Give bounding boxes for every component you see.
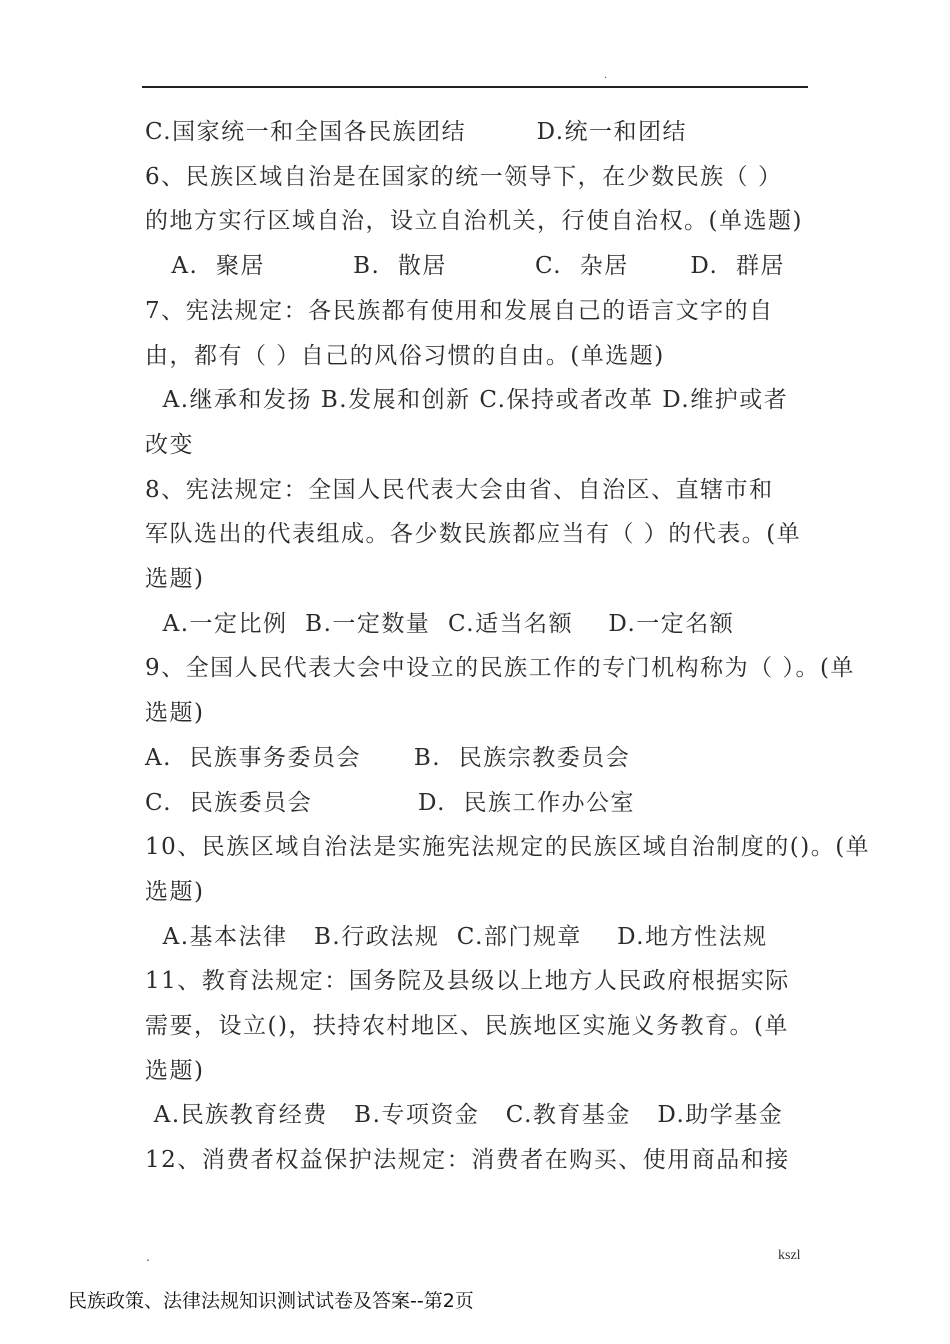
header-rule — [142, 86, 808, 88]
text-line: C. 民族委员会 D. 民族工作办公室 — [145, 789, 635, 816]
text-line: 改变 — [145, 431, 194, 458]
text-line: A.一定比例 B.一定数量 C.适当名额 D.一定名额 — [145, 610, 735, 637]
text-line: 7、宪法规定：各民族都有使用和发展自己的语言文字的自 — [145, 297, 774, 324]
text-line: A.继承和发扬 B.发展和创新 C.保持或者改革 D.维护或者 — [145, 387, 789, 414]
text-line: 10、民族区域自治法是实施宪法规定的民族区域自治制度的()。(单 — [145, 834, 871, 861]
text-line: 9、全国人民代表大会中设立的民族工作的专门机构称为（ ）。(单 — [145, 655, 855, 682]
text-line: A.基本法律 B.行政法规 C.部门规章 D.地方性法规 — [145, 923, 768, 950]
text-line: 8、宪法规定：全国人民代表大会由省、自治区、直辖市和 — [145, 476, 774, 503]
document-caption: 民族政策、法律法规知识测试试卷及答案--第2页 — [68, 1290, 474, 1312]
text-line: 需要，设立()，扶持农村地区、民族地区实施义务教育。(单 — [145, 1013, 789, 1039]
text-line: 12、消费者权益保护法规定：消费者在购买、使用商品和接 — [145, 1147, 790, 1174]
text-line: A. 民族事务委员会 B. 民族宗教委员会 — [145, 744, 631, 771]
text-line: 军队选出的代表组成。各少数民族都应当有（ ）的代表。(单 — [145, 521, 802, 548]
footer-dot: . — [146, 1250, 150, 1264]
text-line: A.民族教育经费 B.专项资金 C.教育基金 D.助学基金 — [145, 1102, 784, 1129]
text-line: 由，都有（ ）自己的风俗习惯的自由。(单选题) — [145, 342, 665, 369]
text-line: A. 聚居 B. 散居 C. 杂居 D. 群居 — [145, 253, 785, 280]
text-line: 选题) — [145, 1057, 205, 1084]
text-line: 11、教育法规定：国务院及县级以上地方人民政府根据实际 — [145, 968, 790, 995]
text-line: 的地方实行区域自治，设立自治机关，行使自治权。(单选题) — [145, 208, 803, 235]
text-line: 选题) — [145, 878, 205, 905]
footer-code: kszl — [778, 1248, 801, 1263]
text-line: C.国家统一和全国各民族团结 D.统一和团结 — [145, 119, 688, 145]
text-line: 6、民族区域自治是在国家的统一领导下，在少数民族（ ） — [145, 163, 783, 190]
header-dot: . — [604, 70, 608, 81]
text-line: 选题) — [145, 700, 205, 727]
text-line: 选题) — [145, 566, 205, 592]
